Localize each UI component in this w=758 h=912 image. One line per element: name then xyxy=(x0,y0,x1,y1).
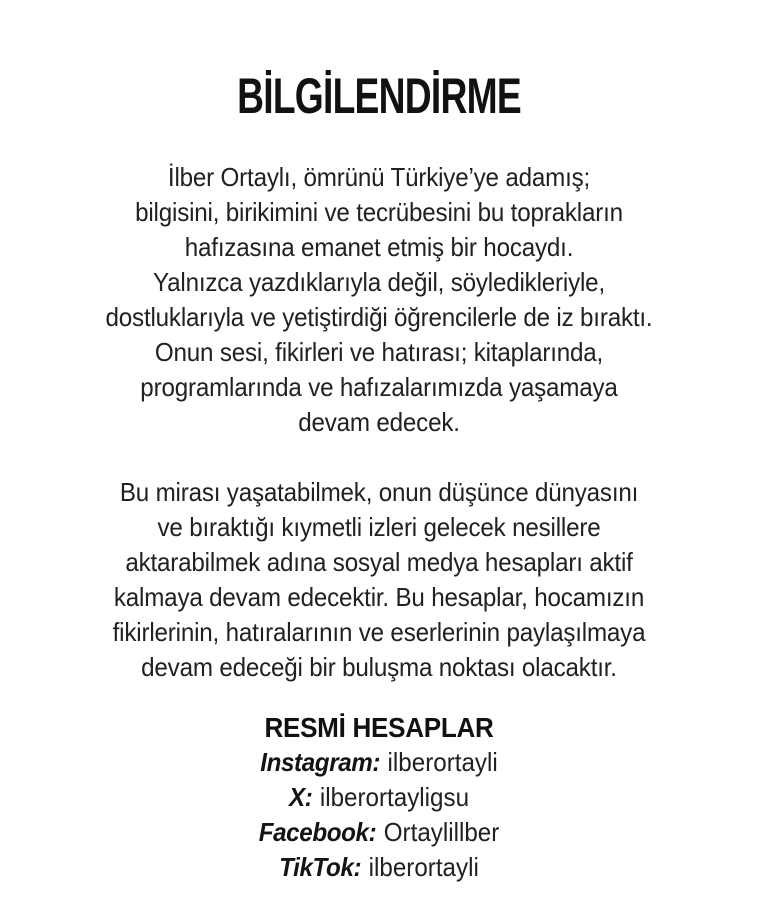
account-line-x xyxy=(27,780,732,815)
paragraph-line: Onun sesi, fikirleri ve hatırası; kitaplarında, xyxy=(154,337,604,367)
announcement-content xyxy=(27,0,732,885)
paragraph-line: ve bıraktığı kıymetli izleri gelecek nesillere xyxy=(157,512,601,542)
paragraph-line: bilgisini, birikimini ve tecrübesini bu toprakların xyxy=(135,197,623,227)
paragraph-line: devam edecek. xyxy=(298,407,460,437)
paragraph-line: Yalnızca yazdıklarıyla değil, söyledikleriyle, xyxy=(153,267,605,297)
paragraph-line: hafızasına emanet etmiş bir hocaydı. xyxy=(184,232,574,262)
paragraph-line: Bu mirası yaşatabilmek, onun düşünce dünyasını xyxy=(119,477,639,507)
paragraph-line: devam edeceği bir buluşma noktası olacaktır. xyxy=(141,652,617,682)
account-line-instagram xyxy=(27,745,732,780)
paragraph-line: fikirlerinin, hatıralarının ve eserlerinin paylaşılmaya xyxy=(112,617,646,647)
instagram-handle: ilberortayli xyxy=(387,747,498,777)
tiktok-platform-label: TikTok: xyxy=(279,852,362,882)
paragraph-line: İlber Ortaylı, ömrünü Türkiye’ye adamış; xyxy=(167,162,591,192)
paragraph-line: programlarında ve hafızalarımızda yaşamaya xyxy=(140,372,618,402)
instagram-platform-label: Instagram: xyxy=(260,747,381,777)
official-accounts-section xyxy=(27,710,732,885)
paragraph-line: aktarabilmek adına sosyal medya hesapları aktif xyxy=(125,547,633,577)
accounts-heading: RESMİ HESAPLAR xyxy=(264,712,494,743)
facebook-handle: Ortaylillber xyxy=(383,817,500,847)
facebook-platform-label: Facebook: xyxy=(258,817,377,847)
account-line-tiktok xyxy=(27,850,732,885)
paragraph-line: dostluklarıyla ve yetiştirdiği öğrencilerle de iz bıraktı. xyxy=(105,302,653,332)
x-platform-label: X: xyxy=(288,782,313,812)
paragraph-line: kalmaya devam edecektir. Bu hesaplar, hocamızın xyxy=(113,582,645,612)
x-handle: ilberortayligsu xyxy=(319,782,470,812)
intro-paragraph xyxy=(27,160,732,440)
tiktok-handle: ilberortayli xyxy=(368,852,479,882)
page-title: BİLGİLENDİRME xyxy=(237,68,521,124)
legacy-paragraph xyxy=(27,475,732,685)
account-line-facebook xyxy=(27,815,732,850)
